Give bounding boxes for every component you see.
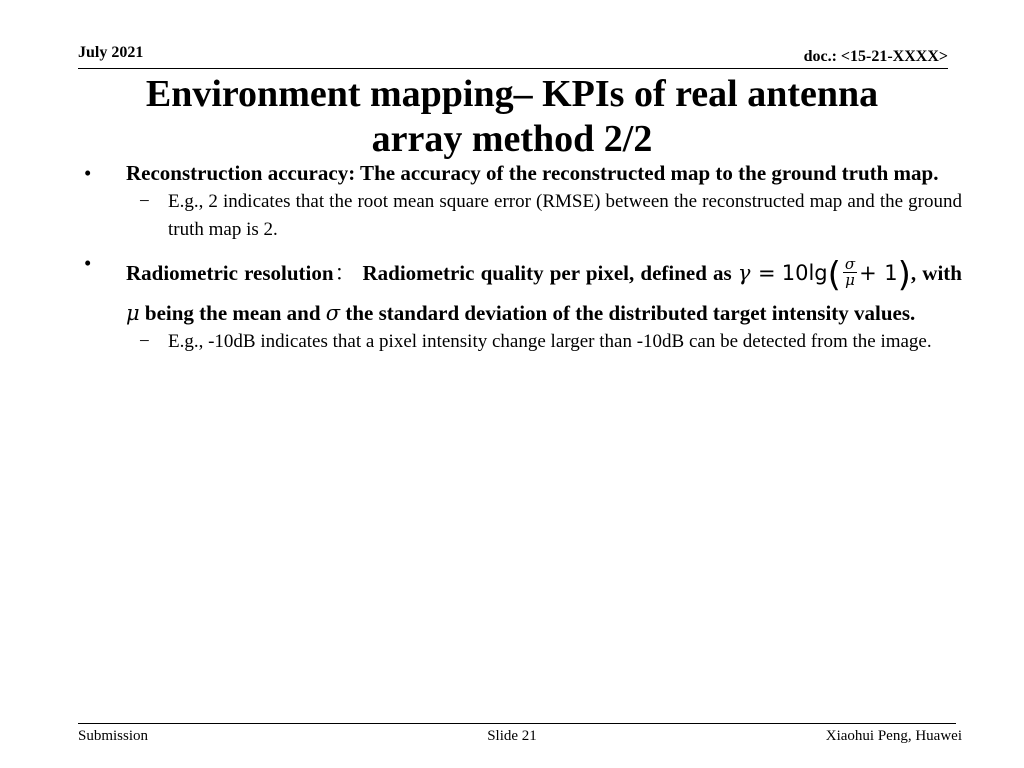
ten-lg: 10lg <box>781 261 828 285</box>
with-text: , with <box>910 261 962 285</box>
plus-one: + 1 <box>859 261 898 285</box>
footer-rule <box>78 723 956 724</box>
title-line-2: array method 2/2 <box>371 118 653 160</box>
bullet-dot-icon: • <box>84 251 92 275</box>
bullet-text: Reconstruction accuracy: The accuracy of the reconstructed map to the ground truth map. <box>126 161 939 185</box>
sigma-symbol: σ <box>325 301 341 325</box>
footer-submission: Submission <box>78 728 149 744</box>
colon: ： <box>333 261 357 285</box>
sub-bullet-rmse-example <box>126 188 962 244</box>
footer-slide-number: Slide 21 <box>487 728 537 744</box>
fraction-numerator: σ <box>844 254 856 273</box>
bullet-label: Radiometric resolution <box>126 261 334 285</box>
left-paren: ( <box>827 255 841 295</box>
dash-icon: − <box>139 191 150 212</box>
header-doc-id: doc.: <15-21-XXXX> <box>803 48 948 65</box>
right-paren: ) <box>897 255 911 295</box>
formula <box>781 254 911 295</box>
header-date: July 2021 <box>78 44 144 61</box>
gamma-symbol: γ <box>737 261 751 285</box>
title-line-1: Environment mapping– KPIs of real antenna <box>145 73 879 115</box>
dash-icon: − <box>139 331 150 352</box>
slide-content <box>84 158 962 356</box>
header-rule <box>78 68 948 69</box>
bullet-radiometric-resolution <box>84 248 962 328</box>
fraction <box>843 254 857 289</box>
fraction-denominator: μ <box>845 270 855 289</box>
sub-bullet-10db-example <box>126 328 962 356</box>
mean-text: being the mean and <box>139 301 326 325</box>
tail-text: the standard deviation of the distributed target intensity values. <box>340 301 916 325</box>
bullet-lead-text: Radiometric quality per pixel, defined as <box>356 261 738 285</box>
bullet-dot-icon: • <box>84 161 92 185</box>
sub-bullet-text: E.g., -10dB indicates that a pixel intensity change larger than -10dB can be detected from the image. <box>168 331 932 352</box>
equals-sign: = <box>750 261 776 285</box>
mu-symbol: μ <box>126 301 140 325</box>
footer-author: Xiaohui Peng, Huawei <box>825 728 962 744</box>
bullet-reconstruction-accuracy <box>84 158 962 188</box>
slide-title <box>80 72 944 162</box>
sub-bullet-text: E.g., 2 indicates that the root mean square error (RMSE) between the reconstructed map and the ground truth map is 2. <box>168 191 962 240</box>
